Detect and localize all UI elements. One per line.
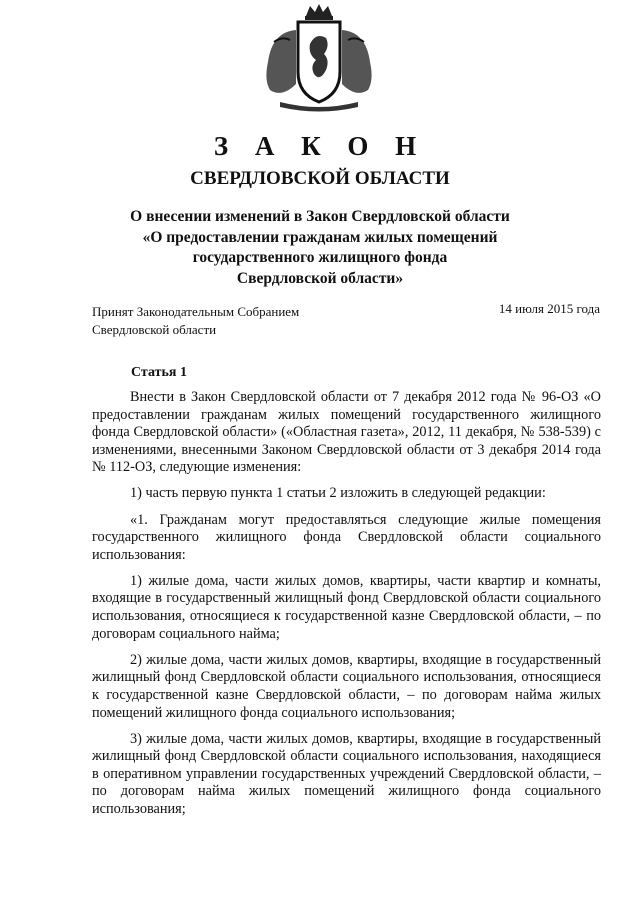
subject-line: «О предоставлении гражданам жилых помещений [142,228,498,246]
adoption-date: 14 июля 2015 года [498,301,600,316]
document-type-title: З А К О Н [213,131,427,161]
paragraph: 1) жилые дома, части жилых домов, квартиры, части квартир и комнаты, входящие в государственный жилищный фонд Свердловской области социального использования, относящиеся к государственной казне Свердловской области, – по договорам социального найма; [92,572,601,642]
subject-line: Свердловской области» [236,269,404,287]
paragraph: Внести в Закон Свердловской области от 7 декабря 2012 года № 96-ОЗ «О предоставлении гражданам жилых помещений государственного жилищного фонда Свердловской области» («Областная газета», 2012, 11 декабря, № 538-539) с изменениями, внесенными Законом Свердловской области от 3 декабря 2014 года № 112-ОЗ, следующие изменения: [92,389,601,476]
adoption-line: Свердловской области [92,322,217,337]
paragraph: 2) жилые дома, части жилых домов, квартиры, входящие в государственный жилищный фонд Свердловской области социального использования, относящиеся к государственной казне Свердловской области, – по договорам найма жилых помещений жилищного фонда социального использования; [92,651,601,721]
subject-line: О внесении изменений в Закон Свердловской области [130,208,510,225]
adoption-authority [92,303,299,339]
law-subject [0,207,640,289]
paragraph: «1. Гражданам могут предоставляться следующие жилые помещения государственного жилищного фонда Свердловской области социального использования: [92,511,601,563]
region-title: СВЕРДЛОВСКОЙ ОБЛАСТИ [190,168,450,189]
subject-line: государственного жилищного фонда [192,249,448,266]
paragraph: 3) жилые дома, части жилых домов, квартиры, входящие в государственный жилищный фонд Свердловской области социального использования, находящиеся в оперативном управлении государственных учреждений Свердловской области, – по договорам найма жилых помещений жилищного фонда социального использования; [92,730,601,817]
article-heading: Статья 1 [131,365,187,380]
paragraph: 1) часть первую пункта 1 статьи 2 изложить в следующей редакции: [130,485,546,502]
adoption-line: Принят Законодательным Собранием [92,304,300,319]
article-body [92,389,601,827]
coat-of-arms-icon [260,2,378,112]
